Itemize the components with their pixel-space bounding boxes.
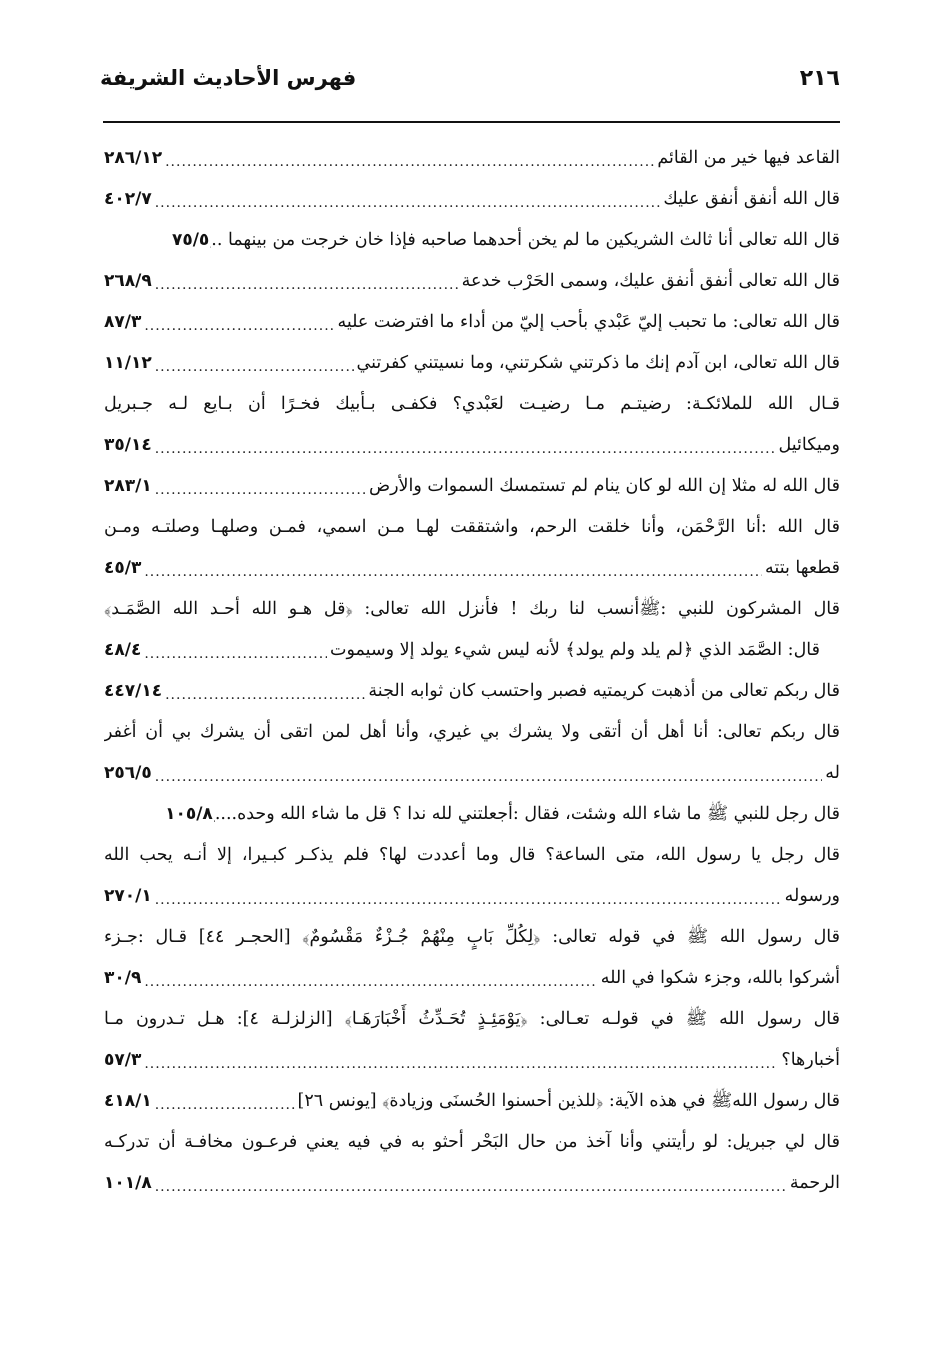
entry-text-continued: أشركوا بالله، وجزء شكوا في الله <box>600 968 840 988</box>
index-entry <box>104 671 840 712</box>
index-entry <box>104 507 840 589</box>
entry-text-continued: قطعها بتته <box>765 558 840 578</box>
index-entry <box>104 343 840 384</box>
index-entry <box>104 179 840 220</box>
entry-text-continued: قال: الصَّمَد الذي ﴿لم يلد ولم يولد﴾ لأنه ليس شيء يولد إلا وسيموت <box>330 640 820 660</box>
index-entry <box>104 302 840 343</box>
entry-reference: ٢٥٦/٥ <box>104 763 152 783</box>
index-entry <box>104 589 840 671</box>
entry-text: قال الله :أنا الرَّحْمَن، وأنا خلقت الرحم، واشتققت لهـا مـن اسمي، فمـن وصلهـا وصلتـه ومـن <box>104 517 840 537</box>
leader-dots <box>144 641 327 661</box>
index-entry <box>104 999 840 1081</box>
entry-text: القاعد فيها خير من القائم <box>657 148 840 168</box>
index-entry <box>104 261 840 302</box>
leader-dots <box>144 1051 778 1071</box>
entry-text: قال المشركون للنبي :ﷺأنسب لنا ربك ! فأنزل الله تعالى: ﴿قل هـو الله أحـد الله الصَّمَـد﴾ <box>104 599 840 619</box>
entry-text: قال ربكم تعالى: أنا أهل أن أتقى ولا يشرك بي غيري، وأنا أهل لمن اتقى أن يشرك بي أن أغفر <box>104 722 840 742</box>
entry-reference: ٨٧/٣ <box>104 312 142 332</box>
entry-reference: ٤٨/٤ <box>104 640 142 660</box>
entry-text-continued: ورسوله <box>784 886 840 906</box>
entry-reference: ٣٠/٩ <box>104 968 142 988</box>
entry-text: قال الله تعالى أنفق أنفق عليك، وسمى الحَرْب خدعة <box>461 271 840 291</box>
entry-text: قال رسول الله ﷺ في قولـه تعـالى: ﴿يَوْمَئِـذٍ تُحَـدِّثُ أَخْبَارَهَـا﴾ [الزلزلـة ٤]: هـل تـدرون مـا <box>104 1009 840 1029</box>
index-entry <box>104 1081 840 1122</box>
entry-reference: ٤٥/٣ <box>104 558 142 578</box>
entry-reference: ٢٧٠/١ <box>104 886 152 906</box>
entry-reference: ١١/١٢ <box>104 353 152 373</box>
leader-dots <box>155 272 459 292</box>
index-entry <box>104 138 840 179</box>
index-entry <box>104 466 840 507</box>
index-entry <box>104 712 840 794</box>
index-entry <box>104 220 840 261</box>
entry-text: قال رجل للنبي ﷺ ما شاء الله وشئت، فقال :أجعلتني لله ندا ؟ قل ما شاء الله وحده.... <box>214 804 840 824</box>
entry-text: قال ربكم تعالى من أذهبت كريمتيه فصبر واحتسب كان ثوابه الجنة <box>368 681 840 701</box>
entry-text: قال الله له مثلا إن الله لو كان ينام لم تستمسك السموات والأرض <box>368 476 840 496</box>
entry-text: قال رسول الله ﷺ في قوله تعالى: ﴿لِكُلِّ بَابٍ مِنْهُمْ جُـزْءٌ مَقْسُومٌ﴾ [الحجـر ٤٤] قـال :جـزء <box>104 927 840 947</box>
entry-text-continued: له <box>825 763 840 783</box>
entry-text: قال الله تعالى: ما تحبب إليّ عَبْدي بأحب إليّ من أداء ما افترضت عليه <box>337 312 840 332</box>
entry-reference: ١٠١/٨ <box>104 1173 152 1193</box>
leader-dots <box>155 1092 295 1112</box>
index-entry <box>104 794 840 835</box>
leader-dots <box>144 969 597 989</box>
page-number: ٢١٦ <box>799 66 840 91</box>
entry-text-continued: الرحمة <box>789 1173 840 1193</box>
leader-dots <box>155 190 661 210</box>
entry-reference: ٢٨٦/١٢ <box>104 148 163 168</box>
index-entry <box>104 835 840 917</box>
entry-reference: ٤٤٧/١٤ <box>104 681 163 701</box>
leader-dots <box>155 436 776 456</box>
leader-dots <box>144 559 762 579</box>
entry-text-continued: أخبارها؟ <box>781 1050 840 1070</box>
entry-text: قال الله تعالى أنا ثالث الشريكين ما لم يخن أحدهما صاحبه فإذا خان خرجت من بينهما .. <box>211 230 840 250</box>
entry-reference: ٤١٨/١ <box>104 1091 152 1111</box>
page-title: فهرس الأحاديث الشريفة <box>100 66 357 90</box>
entry-reference: ٣٥/١٤ <box>104 435 152 455</box>
entry-reference: ٥٧/٣ <box>104 1050 142 1070</box>
entry-text: قال الله تعالى، ابن آدم إنك ما ذكرتني شكرتني، وما نسيتني كفرتني <box>356 353 840 373</box>
entry-text: قال الله أنفق أنفق عليك <box>663 189 840 209</box>
entry-text: قال لي جبريل: لو رأيتني وأنا آخذ من حال البَحْر أحثو به في فيه يعني فرعـون مخافـة أن تدركـه <box>104 1132 840 1152</box>
index-entry <box>104 1122 840 1204</box>
leader-dots <box>213 805 215 825</box>
entry-reference: ٤٠٢/٧ <box>104 189 152 209</box>
leader-dots <box>155 1174 787 1194</box>
entry-text-continued: وميكائيل <box>778 435 840 455</box>
leader-dots <box>155 477 366 497</box>
leader-dots <box>165 149 654 169</box>
leader-dots <box>155 764 823 784</box>
leader-dots <box>165 682 365 702</box>
entry-reference: ٧٥/٥ <box>171 230 210 250</box>
leader-dots <box>209 231 211 251</box>
leader-dots <box>144 313 334 333</box>
entry-reference: ١٠٥/٨ <box>165 804 213 824</box>
leader-dots <box>155 354 354 374</box>
header-rule <box>103 121 840 123</box>
index-entry <box>104 384 840 466</box>
leader-dots <box>155 887 782 907</box>
entry-text: قال رسول اللهﷺ في هذه الآية: ﴿للذين أحسنوا الحُسنَى وزيادة﴾ [يونس ٢٦] <box>297 1091 840 1111</box>
running-head <box>100 66 840 106</box>
entry-reference: ٢٨٣/١ <box>104 476 152 496</box>
entry-text: قال رجل يا رسول الله، متى الساعة؟ قال وما أعددت لها؟ فلم يذكـر كبـيرا، إلا أنـه يحب الله <box>104 845 840 865</box>
entry-text: قـال الله للملائكـة: رضيتـم مـا رضيـت لعَبْدي؟ فكفـى بـأبيك فخـرًا أن بـايع لـه جـبريل <box>104 394 840 414</box>
index-entry <box>104 917 840 999</box>
entry-reference: ٢٦٨/٩ <box>104 271 152 291</box>
hadith-index-list <box>104 138 840 1204</box>
